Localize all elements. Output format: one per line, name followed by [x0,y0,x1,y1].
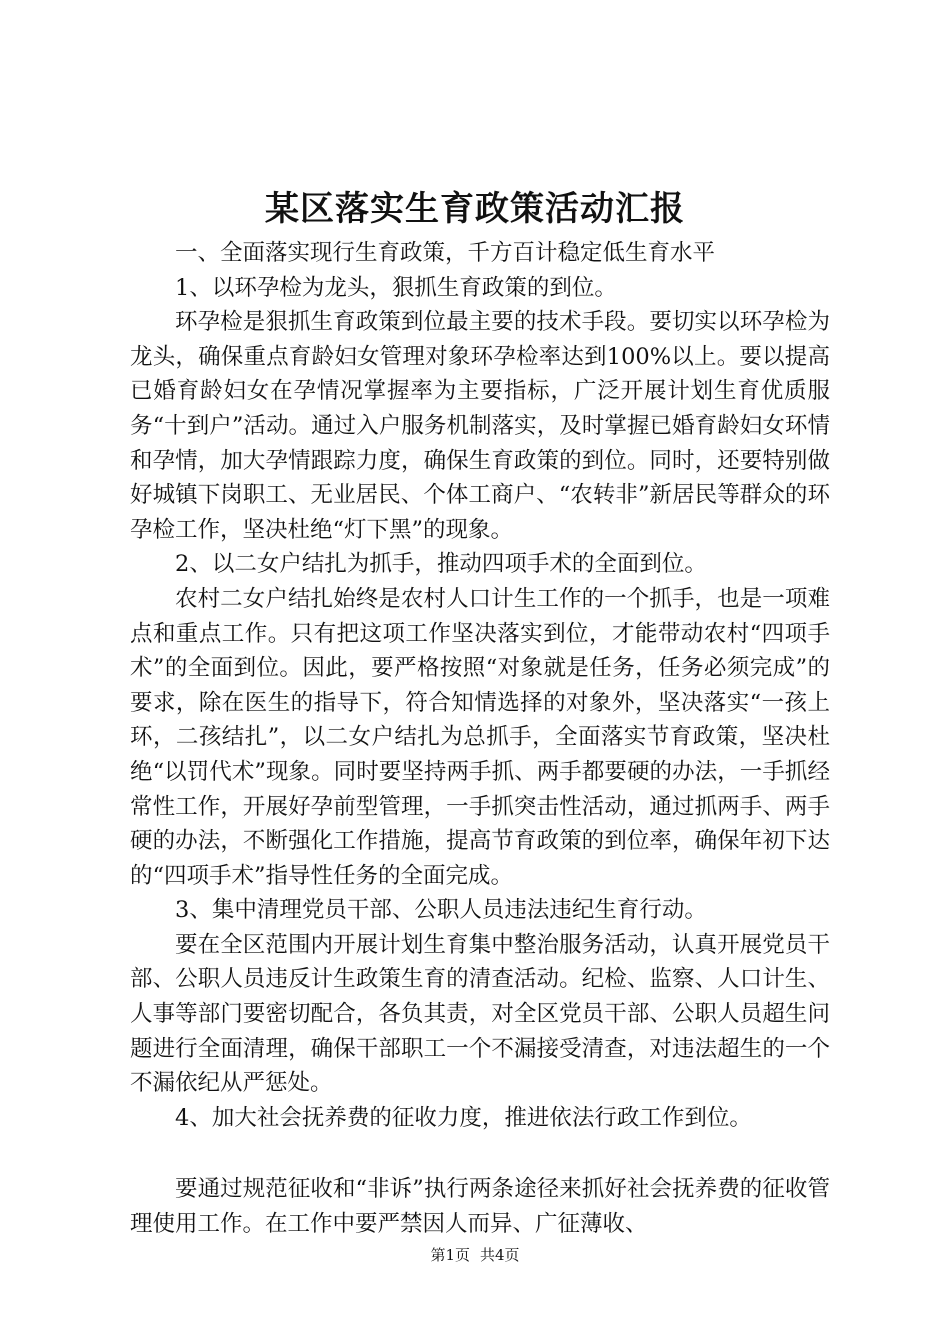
body-paragraph: 要通过规范征收和“非诉”执行两条途径来抓好社会抚养费的征收管理使用工作。在工作中要严禁因人而异、广征薄收、 [130,1176,830,1238]
section-heading: 一、全面落实现行生育政策，千方百计稳定低生育水平 [175,240,716,266]
subsection-heading: 3、集中清理党员干部、公职人员违法违纪生育行动。 [175,897,707,924]
subsection-heading: 1、以环孕检为龙头，狠抓生育政策的到位。 [175,274,617,301]
subsection-heading: 4、加大社会抚养费的征收力度，推进依法行政工作到位。 [175,1104,752,1131]
page-total: 共4页 [480,1246,520,1264]
subsection-heading: 2、以二女户结扎为抓手，推动四项手术的全面到位。 [175,551,707,578]
body-paragraph: 农村二女户结扎始终是农村人口计生工作的一个抓手，也是一项难点和重点工作。只有把这项工作坚决落实到位，才能带动农村“四项手术”的全面到位。因此，要严格按照“对象就是任务，任务必须完成”的要求，除在医生的指导下，符合知情选择的对象外，坚决落实“一孩上环，二孩结扎”，以二女户结扎为总抓手，全面落实节育政策，坚决杜绝“以罚代术”现象。同时要坚持两手抓、两手都要硬的办法，一手抓经常性工作，开展好孕前型管理，一手抓突击性活动，通过抓两手、两手硬的办法，不断强化工作措施，提高节育政策的到位率，确保年初下达的“四项手术”指导性任务的全面完成。 [130,585,830,889]
page-number: 第1页 [430,1246,470,1264]
body-paragraph: 要在全区范围内开展计划生育集中整治服务活动，认真开展党员干部、公职人员违反计生政策生育的清查活动。纪检、监察、人口计生、人事等部门要密切配合，各负其责，对全区党员干部、公职人员超生问题进行全面清理，确保干部职工一个不漏接受清查，对违法超生的一个不漏依纪从严惩处。 [130,931,830,1097]
document-title: 某区落实生育政策活动汇报 [265,189,685,229]
page-footer [0,1245,950,1265]
document-body [130,236,830,1242]
body-paragraph: 环孕检是狠抓生育政策到位最主要的技术手段。要切实以环孕检为龙头，确保重点育龄妇女管理对象环孕检率达到100%以上。要以提高已婚育龄妇女在孕情况掌握率为主要指标，广泛开展计划生育优质服务“十到户”活动。通过入户服务机制落实，及时掌握已婚育龄妇女环情和孕情，加大孕情跟踪力度，确保生育政策的到位。同时，还要特别做好城镇下岗职工、无业居民、个体工商户、“农转非”新居民等群众的环孕检工作，坚决杜绝“灯下黑”的现象。 [130,309,830,543]
